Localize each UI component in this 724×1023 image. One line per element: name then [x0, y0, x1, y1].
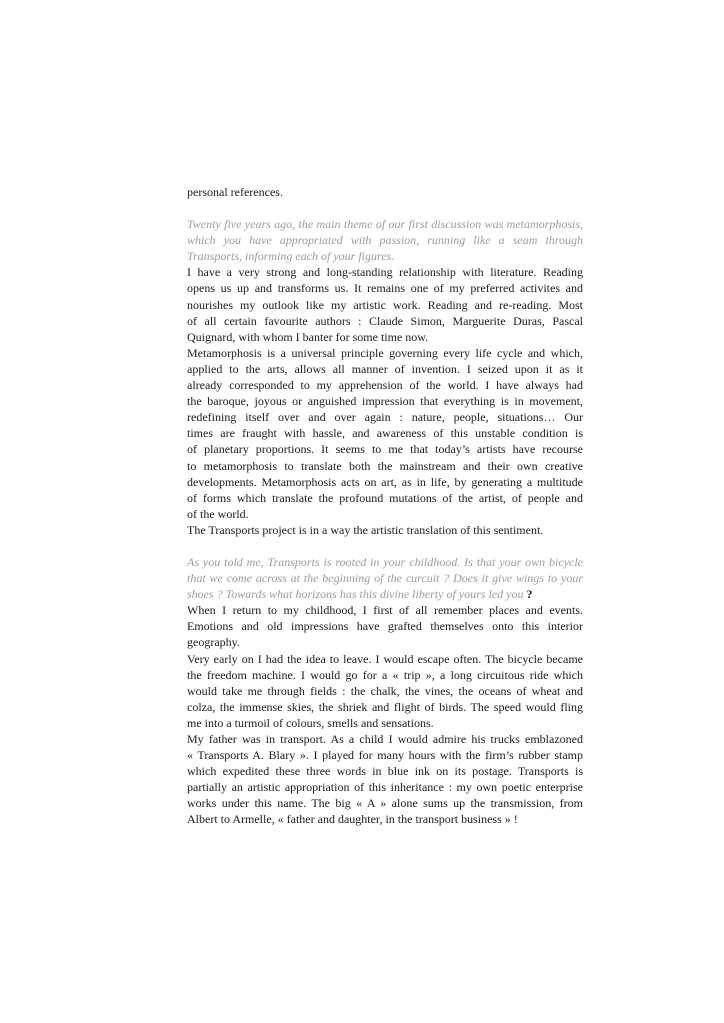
text-line: of all certain favourite authors : Claude Simon, Marguerite Duras, Pascal — [187, 313, 583, 328]
text-line: Albert to Armelle, « father and daughter, in the transport business » ! — [187, 812, 518, 827]
text-line: shoes ? Towards what horizons has this divine liberty of yours led you ? — [187, 587, 533, 602]
text-line: developments. Metamorphosis acts on art, as in life, by generating a multitude — [187, 474, 583, 489]
text-line: would take me through fields : the chalk, the vines, the oceans of wheat and — [187, 683, 583, 698]
text-line: The Transports project is in a way the artistic translation of this sentiment. — [187, 522, 544, 537]
text-line: partially an artistic appropriation of this inheritance : my own poetic enterprise — [187, 780, 583, 795]
text-line: opens us up and transforms us. It remains one of my preferred activites and — [187, 281, 583, 296]
text-line: As you told me, Transports is rooted in your childhood. Is that your own bicycle — [187, 554, 583, 569]
text-line: times are fraught with hassle, and awareness of this unstable condition is — [187, 426, 583, 441]
interview-answer-paragraph — [187, 602, 583, 650]
interview-answer-paragraph — [187, 651, 583, 731]
text-line: Metamorphosis is a universal principle governing every life cycle and which, — [187, 345, 583, 360]
text-line: Very early on I had the idea to leave. I would escape often. The bicycle became — [187, 651, 583, 666]
text-line: I have a very strong and long-standing relationship with literature. Reading — [187, 265, 583, 280]
text-line: Emotions and old impressions have grafted themselves onto this interior — [187, 619, 583, 634]
text-line: which you have appropriated with passion, running like a seam through — [187, 233, 583, 248]
text-line: works under this name. The big « A » alone sums up the transmission, from — [187, 796, 583, 811]
text-line: « Transports A. Blary ». I played for many hours with the firm’s rubber stamp — [187, 748, 583, 763]
text-line: the baroque, joyous or anguished impression that everything is in movement, — [187, 394, 583, 409]
text-line: geography. — [187, 635, 240, 650]
text-line: me into a turmoil of colours, smells and sensations. — [187, 715, 434, 730]
text-line: Quignard, with whom I banter for some time now. — [187, 329, 429, 344]
text-line: My father was in transport. As a child I would admire his trucks emblazoned — [187, 732, 583, 746]
text-line: colza, the immense skies, the shriek and flight of birds. The speed would fling — [187, 699, 583, 714]
text-line: which expedited these three words in blue ink on its postage. Transports is — [187, 764, 583, 779]
text-line: When I return to my childhood, I first of all remember places and events. — [187, 603, 583, 618]
text-line: of planetary proportions. It seems to me that today’s artists have recourse — [187, 442, 583, 457]
interview-question-paragraph — [187, 554, 583, 602]
interview-question-paragraph — [187, 216, 583, 264]
interview-answer-paragraph — [187, 522, 583, 538]
text-line: redefining itself over and over again : nature, people, situations… Our — [187, 410, 583, 425]
text-line: nourishes my outlook like my artistic work. Reading and re-reading. Most — [187, 297, 583, 312]
text-line: applied to the arts, allows all manner of invention. I seized upon it as it — [187, 361, 583, 376]
interview-answer-paragraph — [187, 731, 583, 828]
page-text — [187, 184, 583, 828]
text-line: Transports, informing each of your figures. — [187, 249, 395, 264]
text-line: already corresponded to my apprehension of the world. I have always had — [187, 378, 583, 393]
text-line: Twenty five years ago, the main theme of our first discussion was metamorphosis, — [187, 217, 583, 232]
text-line: to metamorphosis to translate both the mainstream and their own creative — [187, 458, 583, 473]
text-line: the freedom machine. I would go for a « trip », a long circuitous ride which — [187, 667, 583, 682]
interview-answer-paragraph — [187, 184, 583, 200]
text-line: personal references. — [187, 185, 283, 199]
text-line: that we come across at the beginning of the curcuit ? Does it give wings to your — [187, 571, 583, 586]
interview-answer-paragraph — [187, 345, 583, 522]
question-final-punctuation: ? — [523, 587, 533, 602]
interview-answer-paragraph — [187, 264, 583, 344]
text-line: of forms which translate the profound mutations of the artist, of people and — [187, 490, 583, 505]
text-line: of the world. — [187, 506, 249, 521]
